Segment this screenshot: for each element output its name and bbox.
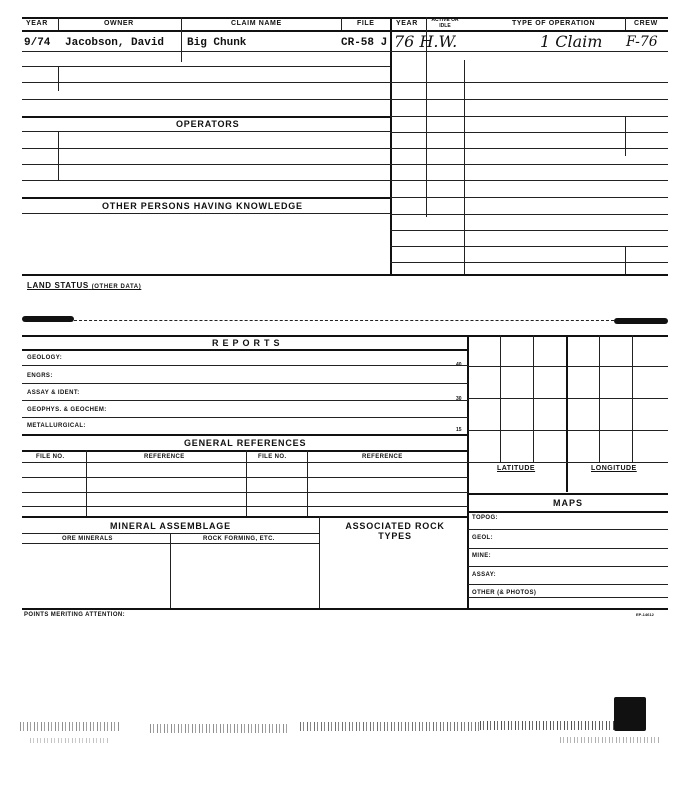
mineral-assemblage-title: MINERAL ASSEMBLAGE: [110, 521, 231, 531]
divider: [390, 17, 392, 275]
report-engrs: ENGRS:: [27, 373, 53, 379]
row-line: [22, 197, 390, 199]
land-status-note: (OTHER DATA): [91, 284, 142, 290]
row-line: [22, 164, 390, 165]
ore-minerals-header: ORE MINERALS: [62, 536, 113, 542]
row-line: [22, 516, 468, 518]
row-line: [390, 82, 668, 83]
row-line: [74, 320, 614, 321]
entry-type-of-operation: 1 Claim: [540, 32, 603, 51]
entry-file: CR-58 J: [341, 37, 388, 49]
reports-top-rule: [22, 335, 668, 337]
ref-file-no-2: FILE NO.: [258, 454, 287, 460]
row-line: [390, 246, 668, 247]
grid-line: [468, 566, 668, 567]
grid-line: [468, 511, 668, 513]
grid-line: [468, 366, 668, 367]
divider: [625, 17, 626, 30]
row-line: [22, 213, 390, 214]
header-year: YEAR: [26, 20, 48, 27]
header-type-of-operation: TYPE OF OPERATION: [512, 20, 596, 27]
grid-line: [500, 335, 501, 463]
divider: [464, 60, 465, 275]
rock-forming-header: ROCK FORMING, ETC.: [203, 536, 275, 542]
divider: [625, 246, 626, 275]
row-line: [390, 262, 668, 263]
entry-year-active: 76 H.W.: [394, 32, 458, 51]
reports-header-rule: [22, 349, 468, 351]
grid-line: [468, 584, 668, 585]
divider: [625, 116, 626, 156]
row-line: [22, 66, 390, 67]
row-line: [22, 462, 468, 463]
divider: [467, 335, 469, 609]
row-line: [390, 116, 668, 117]
divider: [341, 17, 342, 30]
maps-geol: GEOL:: [472, 535, 493, 541]
divider: [181, 17, 182, 62]
ink-blot: [614, 697, 646, 731]
form-number: EP-14612: [636, 612, 654, 617]
row-line: [390, 180, 668, 181]
reports-title: REPORTS: [212, 338, 284, 348]
row-line: [390, 148, 668, 149]
entry-crew: F-76: [626, 34, 658, 50]
report-number: 15: [456, 427, 462, 433]
report-assay: ASSAY & IDENT:: [27, 390, 80, 396]
row-line: [390, 214, 668, 215]
scan-noise: [560, 737, 660, 743]
points-meriting-attention: POINTS MERITING ATTENTION:: [24, 612, 126, 618]
lower-bottom-rule: [22, 608, 668, 610]
row-line: [390, 51, 668, 52]
grid-line: [468, 529, 668, 530]
scan-noise: [300, 722, 480, 731]
latitude-label: LATITUDE: [497, 465, 536, 472]
row-line: [22, 417, 468, 418]
divider: [170, 533, 171, 609]
land-status-label: LAND STATUS: [27, 281, 89, 290]
ink-smear: [614, 318, 668, 324]
row-line: [22, 365, 468, 366]
row-line: [22, 477, 468, 478]
maps-assay: ASSAY:: [472, 572, 497, 578]
scan-noise: [150, 724, 290, 733]
row-line: [390, 197, 668, 198]
row-line: [22, 148, 390, 149]
divider: [58, 17, 59, 30]
row-line: [390, 99, 668, 100]
report-number: 40: [456, 362, 462, 368]
divider: [58, 131, 59, 180]
ref-reference-1: REFERENCE: [144, 454, 185, 460]
row-line: [22, 180, 390, 181]
other-persons-title: OTHER PERSONS HAVING KNOWLEDGE: [102, 201, 303, 211]
grid-line: [468, 430, 668, 431]
maps-title: MAPS: [553, 498, 584, 508]
divider: [246, 450, 247, 516]
row-line: [22, 450, 468, 452]
divider: [86, 450, 87, 516]
row-line: [390, 164, 668, 165]
maps-other: OTHER (& PHOTOS): [472, 590, 537, 596]
report-geology: GEOLOGY:: [27, 355, 63, 361]
maps-mine: MINE:: [472, 553, 491, 559]
header-file: FILE: [357, 20, 375, 27]
grid-line: [533, 335, 534, 463]
grid-line: [632, 335, 633, 463]
divider: [319, 516, 320, 609]
scan-noise: [20, 722, 120, 731]
ref-file-no-1: FILE NO.: [36, 454, 65, 460]
row-line: [22, 506, 468, 507]
row-line: [390, 230, 668, 231]
row-line: [22, 116, 390, 118]
header-crew: CREW: [634, 20, 658, 27]
entry-year: 9/74: [24, 37, 51, 49]
report-metallurgical: METALLURGICAL:: [27, 423, 86, 429]
row-line: [22, 131, 390, 132]
grid-line: [468, 597, 668, 598]
report-number: 30: [456, 396, 462, 402]
entry-owner: Jacobson, David: [65, 37, 165, 49]
grid-line: [566, 335, 568, 492]
row-line: [22, 434, 468, 436]
divider: [58, 66, 59, 91]
land-status-title: [27, 281, 141, 290]
grid-line: [468, 398, 668, 399]
row-line: [22, 82, 390, 83]
ink-smear: [22, 316, 74, 322]
header-active-or-idle: ACTIVE OR IDLE: [431, 17, 459, 29]
grid-line: [599, 335, 600, 463]
row-line: [22, 383, 468, 384]
row-line: [22, 51, 390, 52]
header-top-rule: [22, 17, 668, 19]
header-claim-name: CLAIM NAME: [231, 20, 282, 27]
longitude-label: LONGITUDE: [591, 465, 637, 472]
maps-topog: TOPOG:: [472, 515, 498, 521]
grid-line: [468, 548, 668, 549]
grid-line: [468, 462, 668, 463]
row-line: [390, 132, 668, 133]
row-line: [22, 492, 468, 493]
row-line: [22, 400, 468, 401]
ref-reference-2: REFERENCE: [362, 454, 403, 460]
entry-claim-name: Big Chunk: [187, 37, 247, 49]
header-owner: OWNER: [104, 20, 134, 27]
associated-rock-types-title: ASSOCIATED ROCK TYPES: [345, 521, 445, 541]
header-year-2: YEAR: [396, 20, 418, 27]
row-line: [22, 99, 390, 100]
operators-title: OPERATORS: [176, 119, 240, 129]
divider: [307, 450, 308, 516]
scan-noise: [30, 738, 110, 743]
grid-line: [468, 493, 668, 495]
report-geophys: GEOPHYS. & GEOCHEM:: [27, 407, 107, 413]
general-references-title: GENERAL REFERENCES: [184, 438, 307, 448]
top-section-bottom-rule: [22, 274, 668, 276]
